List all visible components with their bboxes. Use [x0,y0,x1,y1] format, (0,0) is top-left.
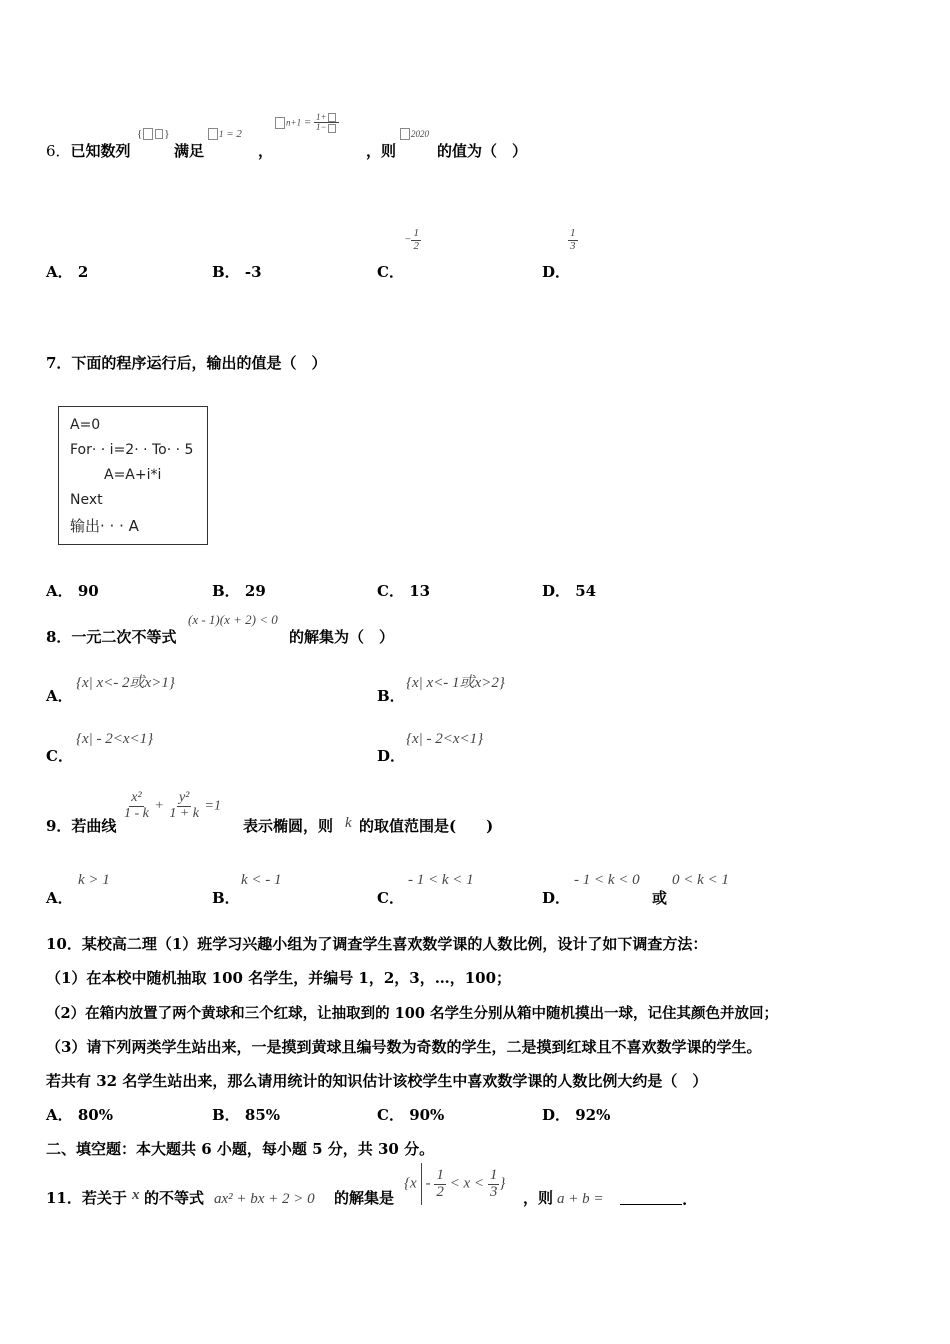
q6-option-b: B． -3 [212,263,262,281]
q7-stem: 7．下面的程序运行后，输出的值是（ ） [46,354,327,372]
code-line-1: A=0 [70,417,101,433]
q11-solution-set: {x - $\frac{1}{2}$ < x < $\frac{1}{3}$ } [404,1163,505,1205]
q8-stem: 8．一元二次不等式 [46,628,177,646]
q11-answer-expr: a + b = [557,1191,604,1207]
q6-option-d-fraction: $\frac{1}{3}$ [570,227,576,252]
q8-tail: 的解集为（ ） [289,628,395,646]
q9-option-a-value: k > 1 [78,872,110,888]
code-line-4: Next [70,492,103,508]
q9-option-b-label: B． [212,889,240,907]
q10-option-c: C． 90% [377,1106,445,1124]
q6-seq-symbol: { } [137,128,170,140]
q9-stem: 9．若曲线 [46,817,117,835]
q9-k: k [345,815,352,831]
code-line-3: A=A+i*i [104,467,162,483]
q9-option-d-label: D． [542,889,571,907]
q9-option-c-label: C． [377,889,404,907]
q9-option-d-or: 或 [652,889,668,907]
q6-a1: 1 = 2 [207,128,242,140]
q10-line-1: （1）在本校中随机抽取 100 名学生，并编号 1，2，3，…，100； [46,969,512,987]
q11-text-3: ，则 [523,1189,554,1207]
q8-option-c-label: C． [46,747,73,765]
code-line-2: For· · i=2· · To· · 5 [70,442,194,458]
q7-option-d: D． 54 [542,582,597,600]
q10-line-3: （3）请下列两类学生站出来，一是摸到黄球且编号数为奇数的学生，二是摸到红球且不喜欢数学课的学生。 [46,1038,762,1056]
q9-option-d-value: - 1 < k < 0 [574,872,640,888]
q6-option-c: C． [377,263,404,281]
q8-option-b-label: B． [377,687,405,705]
q8-option-d-value: {x| - 2<x<1} [406,731,484,747]
q6-option-a: A． 2 [46,263,89,281]
q11-x: x [132,1187,140,1203]
q8-option-a-label: A． [46,687,73,705]
q9-option-a-label: A． [46,889,73,907]
q7-option-b: B． 29 [212,582,266,600]
q6-recurrence: n+1 = $\frac{1+}{1-}$ [274,113,339,133]
q7-program-box [58,406,208,545]
q6-then: ，则 [366,142,397,160]
q10-option-b: B． 85% [212,1106,281,1124]
q6-comma: ， [258,142,274,160]
q6-stem: 6．已知数列 [46,142,131,160]
q11-answer-blank[interactable]: . [620,1191,687,1209]
q11-inequality: ax² + bx + 2 > 0 [214,1191,315,1207]
q6-text-satisfies: 满足 [174,142,205,160]
q8-option-d-label: D． [377,747,406,765]
q9-option-c-value: - 1 < k < 1 [408,872,474,888]
q10-option-d: D． 92% [542,1106,611,1124]
q6-option-d: D． [542,263,571,281]
q8-option-a-value: {x| x<- 2或x>1} [76,675,175,691]
q10-line-4: 若共有 32 名学生站出来，那么请用统计的知识估计该校学生中喜欢数学课的人数比例大约是（ ） [46,1072,708,1090]
q11-stem: 11．若关于 [46,1189,127,1207]
q9-text: 表示椭圆，则 [243,817,334,835]
q11-text: 的不等式 [144,1189,205,1207]
q10-line-2: （2）在箱内放置了两个黄球和三个红球，让抽取到的 100 名学生分别从箱中随机摸出一球，记住其颜色并放回； [46,1005,778,1022]
section-2-heading: 二、填空题：本大题共 6 小题，每小题 5 分，共 30 分。 [46,1140,435,1158]
q9-tail: 的取值范围是( ) [359,817,494,835]
q6-option-c-fraction: − $\frac{1}{2}$ [404,227,419,252]
q8-option-c-value: {x| - 2<x<1} [76,731,154,747]
q6-a2020: 2020 [399,128,429,140]
q7-option-a: A． 90 [46,582,99,600]
q10-stem: 10．某校高二理（1）班学习兴趣小组为了调查学生喜欢数学课的人数比例，设计了如下调查方法： [46,935,708,953]
q6-question: 的值为（ ） [437,142,528,160]
q9-equation: $\frac{\text{x²}}{1 - k}$ + $\frac{\text{y²}}{1 + k}$ =1 [124,790,221,821]
q11-text-2: 的解集是 [334,1189,395,1207]
q9-option-b-value: k < - 1 [241,872,282,888]
q8-inequality: (x - 1)(x + 2) < 0 [188,612,278,627]
q7-option-c: C． 13 [377,582,431,600]
code-line-5: 输出· · · A [70,517,139,535]
q8-option-b-value: {x| x<- 1或x>2} [406,675,505,691]
q9-option-d-value2: 0 < k < 1 [672,872,729,888]
q10-option-a: A． 80% [46,1106,114,1124]
